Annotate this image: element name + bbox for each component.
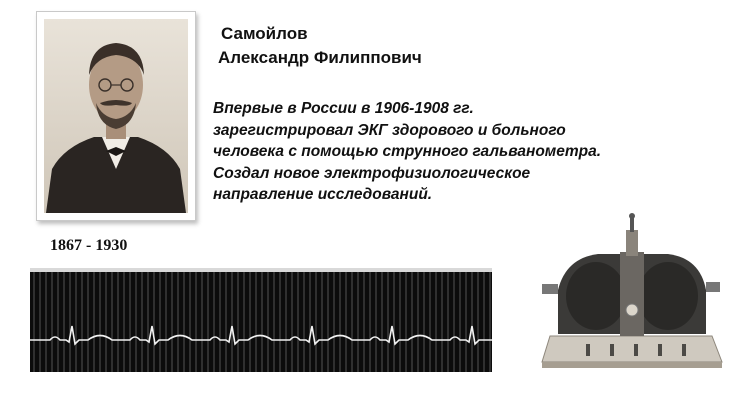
portrait-photo: [44, 19, 188, 213]
scientist-name: [218, 22, 422, 70]
surname: Самойлов: [221, 24, 308, 43]
description-line: зарегистрировал ЭКГ здорового и больного: [213, 121, 566, 139]
achievement-description: [213, 98, 743, 206]
description-line: Создал новое электрофизиологическое: [213, 164, 531, 182]
red-text-fragment: [520, 0, 720, 4]
description-line: Впервые в России в 1906-1908 гг.: [213, 100, 474, 117]
life-years: 1867 - 1930: [50, 237, 128, 254]
portrait-frame: [36, 11, 196, 221]
given-names: Александр Филиппович: [218, 48, 422, 67]
string-galvanometer-photo: [536, 212, 726, 382]
ecg-tracing: [30, 268, 492, 386]
description-line: человека с помощью струнного гальванометра.: [213, 143, 602, 160]
description-line: направление исследований.: [213, 186, 433, 203]
